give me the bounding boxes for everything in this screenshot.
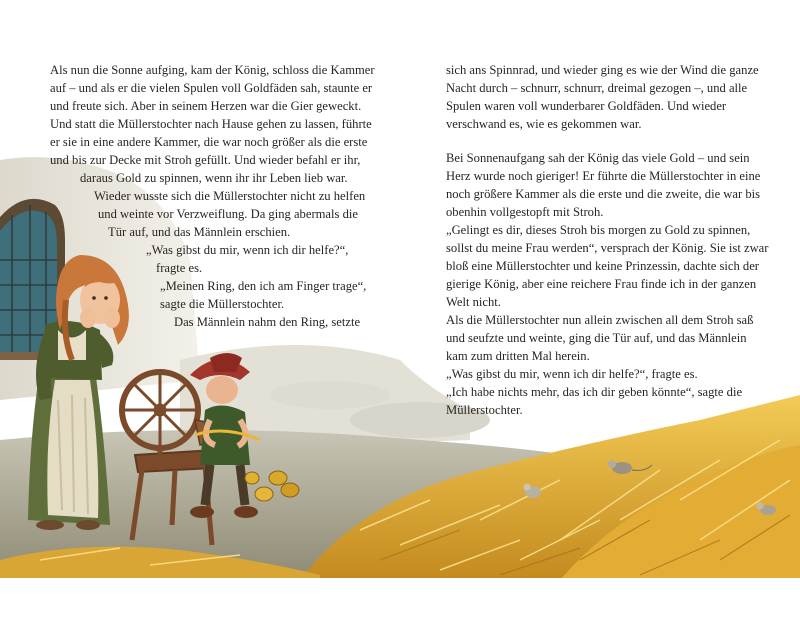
text-line: und bis zur Decke mit Stroh gefüllt. Und wieder befahl er ihr, [50, 153, 361, 167]
text-line: obenhin vollgestopft mit Stroh. [446, 205, 604, 219]
text-line: „Meinen Ring, den ich am Finger trage“, [160, 279, 367, 293]
text-line: Müllerstochter. [446, 403, 523, 417]
text-line: und freute sich. Aber in seinem Herzen war die Gier geweckt. [50, 99, 362, 113]
text-line: Wieder wusste sich die Müllerstochter nicht zu helfen [94, 189, 366, 203]
text-line: „Gelingt es dir, dieses Stroh bis morgen zu Gold zu spinnen, [446, 223, 751, 237]
text-line: Welt nicht. [446, 295, 501, 309]
text-line: Bei Sonnenaufgang sah der König das viele Gold – und sein [446, 151, 750, 165]
text-line: und weinte vor Verzweiflung. Da ging abermals die [98, 207, 358, 221]
text-line: „Was gibst du mir, wenn ich dir helfe?“, [146, 243, 349, 257]
text-line: Als die Müllerstochter nun allein zwischen all dem Stroh saß [446, 313, 754, 327]
text-line: Das Männlein nahm den Ring, setzte [174, 315, 361, 329]
text-line: „Was gibst du mir, wenn ich dir helfe?“, fragte es. [446, 367, 698, 381]
text-line: Als nun die Sonne aufging, kam der König, schloss die Kammer [50, 63, 375, 77]
text-line: „Ich habe nichts mehr, das ich dir geben könnte“, sagte die [446, 385, 743, 399]
text-line: sagte die Müllerstochter. [160, 297, 285, 311]
bottom-margin [0, 578, 800, 640]
text-line: Tür auf, und das Männlein erschien. [108, 225, 291, 239]
text-line: gierige König, aber eine reichere Frau finde ich in der ganzen [446, 277, 757, 291]
text-line: auf – und als er die vielen Spulen voll Goldfäden sah, staunte er [50, 81, 373, 95]
text-line: bloß eine Müllerstochter und keine Prinzessin, dachte sich der [446, 259, 760, 273]
text-line: und seufzte und weinte, ging die Tür auf, und das Männlein [446, 331, 747, 345]
text-line: Nacht durch – schnurr, schnurr, dreimal gezogen –, und alle [446, 81, 748, 95]
text-line: Spulen waren voll wunderbarer Goldfäden. Und wieder [446, 99, 727, 113]
text-line: sich ans Spinnrad, und wieder ging es wie der Wind die ganze [446, 63, 759, 77]
text-line: Herz wurde noch gieriger! Er führte die Müllerstochter in eine [446, 169, 761, 183]
text-line: verschwand es, wie es gekommen war. [446, 117, 642, 131]
text-line: sollst du meine Frau werden“, versprach der König. Sie ist zwar [446, 241, 769, 255]
text-line: noch größere Kammer als die erste und die zweite, die war bis [446, 187, 761, 201]
text-line: Und statt die Müllerstochter nach Hause gehen zu lassen, führte [50, 117, 372, 131]
text-line: daraus Gold zu spinnen, wenn ihr ihr Leben lieb war. [80, 171, 348, 185]
text-line: er sie in eine andere Kammer, die war noch größer als die erste [50, 135, 368, 149]
text-line: kam zum dritten Mal herein. [446, 349, 590, 363]
text-line: fragte es. [156, 261, 203, 275]
